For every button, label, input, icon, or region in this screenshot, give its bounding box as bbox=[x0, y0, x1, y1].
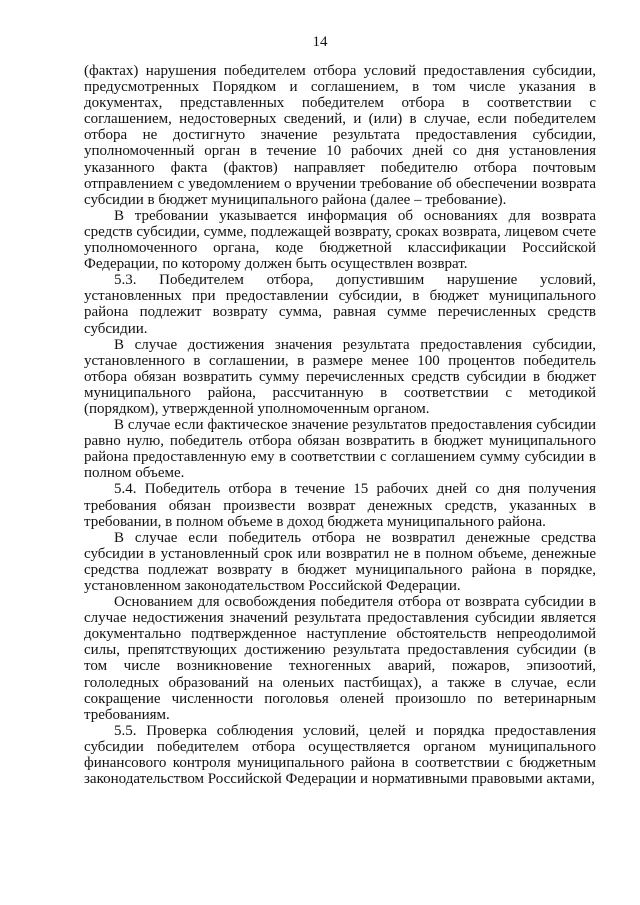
paragraph-violation-continuation: (фактах) нарушения победителем отбора условий предоставления субсидии, предусмотренных Порядком и соглашением, в том числе указания в документах, представленных победителем отбора в соответствии с соглашением, недостоверных сведений, и (или) в случае, если победителем отбора не достигнуто значение результата предоставления субсидии, уполномоченный орган в течение 10 рабочих дней со дня установления указанного факта (фактов) направляет победителю отбора почтовым отправлением с уведомлением о вручении требование об обеспечении возврата субсидии в бюджет муниципального района (далее – требование). bbox=[84, 63, 596, 208]
document-body bbox=[84, 63, 596, 787]
paragraph-non-return: В случае если победитель отбора не возвратил денежные средства субсидии в установленный срок или возвратил не в полном объеме, денежные средства подлежат возврату в бюджет муниципального района в порядке, установленном законодательством Российской Федерации. bbox=[84, 529, 596, 594]
paragraph-requirement-info: В требовании указывается информация об основаниях для возврата средств субсидии, сумме, подлежащей возврату, сроках возврата, лицевом счете уполномоченного органа, коде бюджетной классификации Российской Федерации, по которому должен быть осуществлен возврат. bbox=[84, 207, 596, 273]
paragraph-force-majeure: Основанием для освобождения победителя отбора от возврата субсидии в случае недостижения значений результата предоставления субсидии является документально подтвержденное наступление обстоятельств непреодолимой силы, препятствующих достижению результата предоставления субсидии (в том числе возникновение техногенных аварий, пожаров, эпизоотий, гололедных образований на оленьих пастбищах), а также в случае, если сокращение численности поголовья оленей произошло по ветеринарным требованиям. bbox=[84, 594, 596, 723]
paragraph-clause-5-3: 5.3. Победителем отбора, допустившим нарушение условий, установленных при предоставлении субсидии, в бюджет муниципального района подлежит возврату сумма, равная сумме перечисленных средств субсидии. bbox=[84, 272, 596, 337]
paragraph-zero-result: В случае если фактическое значение результатов предоставления субсидии равно нулю, победитель отбора обязан возвратить в бюджет муниципального района предоставленную ему в соответствии с соглашением сумму субсидии в полном объеме. bbox=[84, 417, 596, 482]
page-number: 14 bbox=[312, 34, 328, 50]
paragraph-clause-5-4: 5.4. Победитель отбора в течение 15 рабочих дней со дня получения требования обязан произвести возврат денежных средств, указанных в требовании, в полном объеме в доход бюджета муниципального района. bbox=[84, 481, 596, 530]
paragraph-clause-5-5: 5.5. Проверка соблюдения условий, целей и порядка предоставления субсидии победителем отбора осуществляется органом муниципального финансового контроля муниципального района в соответствии с бюджетным законодательством Российской Федерации и нормативными правовыми актами, bbox=[84, 722, 596, 788]
paragraph-partial-result: В случае достижения значения результата предоставления субсидии, установленного в соглашении, в размере менее 100 процентов победитель отбора обязан возвратить сумму перечисленных средств субсидии в бюджет муниципального района, рассчитанную в соответствии с методикой (порядком), утвержденной уполномоченным органом. bbox=[84, 336, 596, 417]
